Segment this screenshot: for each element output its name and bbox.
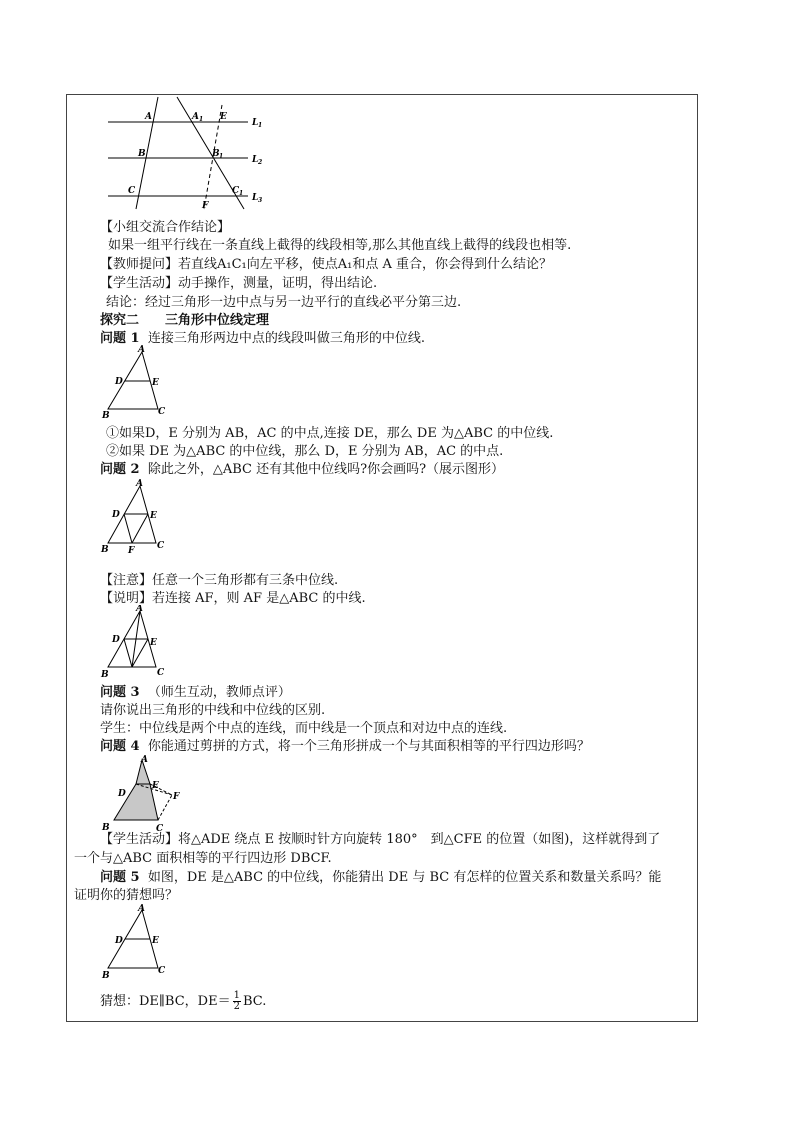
question-5-text: 如图，DE 是△ABC 的中位线，你能猜出 DE 与 BC 有怎样的位置关系和数量关系吗？能 <box>147 870 662 885</box>
svg-text:F: F <box>202 201 209 211</box>
fraction-denominator: 2 <box>233 1001 240 1012</box>
svg-text:A: A <box>192 112 199 122</box>
svg-text:A: A <box>136 479 143 489</box>
svg-text:C: C <box>157 541 165 551</box>
svg-text:D: D <box>118 789 126 799</box>
question-3-text: （师生互动，教师点评） <box>147 685 291 700</box>
triangle-midline-figure-2 <box>100 902 180 980</box>
svg-text:D: D <box>112 510 120 520</box>
svg-text:B: B <box>101 670 109 680</box>
question-2-label: 问题 2 <box>100 462 140 477</box>
svg-text:A: A <box>141 755 148 765</box>
svg-text:3: 3 <box>258 197 263 204</box>
guess-end: BC. <box>242 994 267 1009</box>
student-activity-2-line1: 【学生活动】将△ADE 绕点 E 按顺时针方向旋转 180° 到△CFE 的位置（如图)，这样就得到了 <box>100 832 661 847</box>
svg-text:1: 1 <box>239 190 244 197</box>
q1-statement-b: ②如果 DE 为△ABC 的中位线，那么 D，E 分别为 AB，AC 的中点. <box>106 444 504 459</box>
svg-text:E: E <box>150 511 157 521</box>
question-3-label: 问题 3 <box>100 685 140 700</box>
conclusion: 结论：经过三角形一边中点与另一边平行的直线必平分第三边. <box>106 295 462 310</box>
svg-text:C: C <box>157 668 165 678</box>
svg-text:B: B <box>102 971 110 980</box>
svg-text:B: B <box>101 545 109 555</box>
guess-text: 猜想：DE∥BC，DE＝ <box>100 994 231 1009</box>
question-1-text: 连接三角形两边中点的线段叫做三角形的中位线. <box>147 331 425 346</box>
question-5-label: 问题 5 <box>100 870 140 885</box>
svg-text:B: B <box>102 411 110 420</box>
svg-text:E: E <box>220 112 227 122</box>
svg-text:A: A <box>136 605 143 614</box>
svg-text:A: A <box>145 112 152 122</box>
question-5-text-cont: 证明你的猜想吗？ <box>74 888 179 903</box>
question-4-text: 你能通过剪拼的方式，将一个三角形拼成一个与其面积相等的平行四边形吗？ <box>147 739 590 754</box>
triangle-midline-figure-1 <box>100 344 180 420</box>
svg-text:C: C <box>232 186 240 196</box>
svg-text:F: F <box>128 546 135 556</box>
section-heading: 探究二 三角形中位线定理 <box>100 313 270 328</box>
svg-text:1: 1 <box>199 116 204 123</box>
svg-text:L: L <box>252 118 259 128</box>
svg-text:B: B <box>212 149 220 159</box>
svg-text:D: D <box>115 936 123 946</box>
triangle-three-midlines-figure <box>100 476 180 556</box>
svg-text:D: D <box>112 635 120 645</box>
guess <box>100 991 266 1012</box>
svg-text:C: C <box>156 824 164 834</box>
group-conclusion-title: 【小组交流合作结论】 <box>100 220 231 235</box>
question-4-label: 问题 4 <box>100 739 140 754</box>
svg-text:C: C <box>128 186 136 196</box>
svg-text:1: 1 <box>258 122 263 129</box>
student-activity-1: 【学生活动】动手操作，测量，证明，得出结论. <box>100 276 378 291</box>
svg-text:C: C <box>158 966 166 976</box>
svg-text:C: C <box>158 407 166 417</box>
svg-text:E: E <box>152 781 159 791</box>
teacher-question: 【教师提问】若直线A₁C₁向左平移，使点A₁和点 A 重合，你会得到什么结论？ <box>100 257 553 272</box>
question-5 <box>100 870 661 886</box>
svg-text:E: E <box>150 638 157 648</box>
question-3 <box>100 685 291 701</box>
svg-text:L: L <box>252 193 259 203</box>
question-2-text: 除此之外，△ABC 还有其他中位线吗?你会画吗?（展示图形） <box>147 462 505 477</box>
q1-statement-a: ①如果D，E 分别为 AB，AC 的中点,连接 DE，那么 DE 为△ABC 的中位线. <box>106 426 554 441</box>
svg-text:D: D <box>115 377 123 387</box>
fraction-numerator: 1 <box>233 990 240 1001</box>
note: 【注意】任意一个三角形都有三条中位线. <box>100 573 339 588</box>
svg-text:B: B <box>138 149 146 159</box>
svg-text:E: E <box>152 378 159 388</box>
svg-text:B: B <box>102 823 110 833</box>
triangle-rotation-figure <box>100 754 190 834</box>
svg-text:1: 1 <box>219 153 224 160</box>
student-activity-2-line2: 一个与△ABC 面积相等的平行四边形 DBCF. <box>74 851 332 866</box>
svg-text:A: A <box>138 345 145 355</box>
svg-text:2: 2 <box>258 159 263 166</box>
question-3-ask: 请你说出三角形的中线和中位线的区别. <box>100 703 326 718</box>
svg-text:F: F <box>173 792 180 802</box>
svg-text:A: A <box>138 904 145 914</box>
triangle-median-figure <box>100 605 180 681</box>
explanation: 【说明】若连接 AF，则 AF 是△ABC 的中线. <box>100 591 366 606</box>
fraction-one-half <box>233 991 241 1012</box>
question-4 <box>100 739 590 755</box>
parallel-lines-figure <box>100 95 280 215</box>
svg-text:E: E <box>152 936 159 946</box>
question-1-label: 问题 1 <box>100 331 140 346</box>
group-conclusion-text: 如果一组平行线在一条直线上截得的线段相等,那么其他直线上截得的线段也相等. <box>108 238 572 253</box>
svg-text:L: L <box>252 155 259 165</box>
question-3-student: 学生：中位线是两个中点的连线，而中线是一个顶点和对边中点的连线. <box>100 721 508 736</box>
